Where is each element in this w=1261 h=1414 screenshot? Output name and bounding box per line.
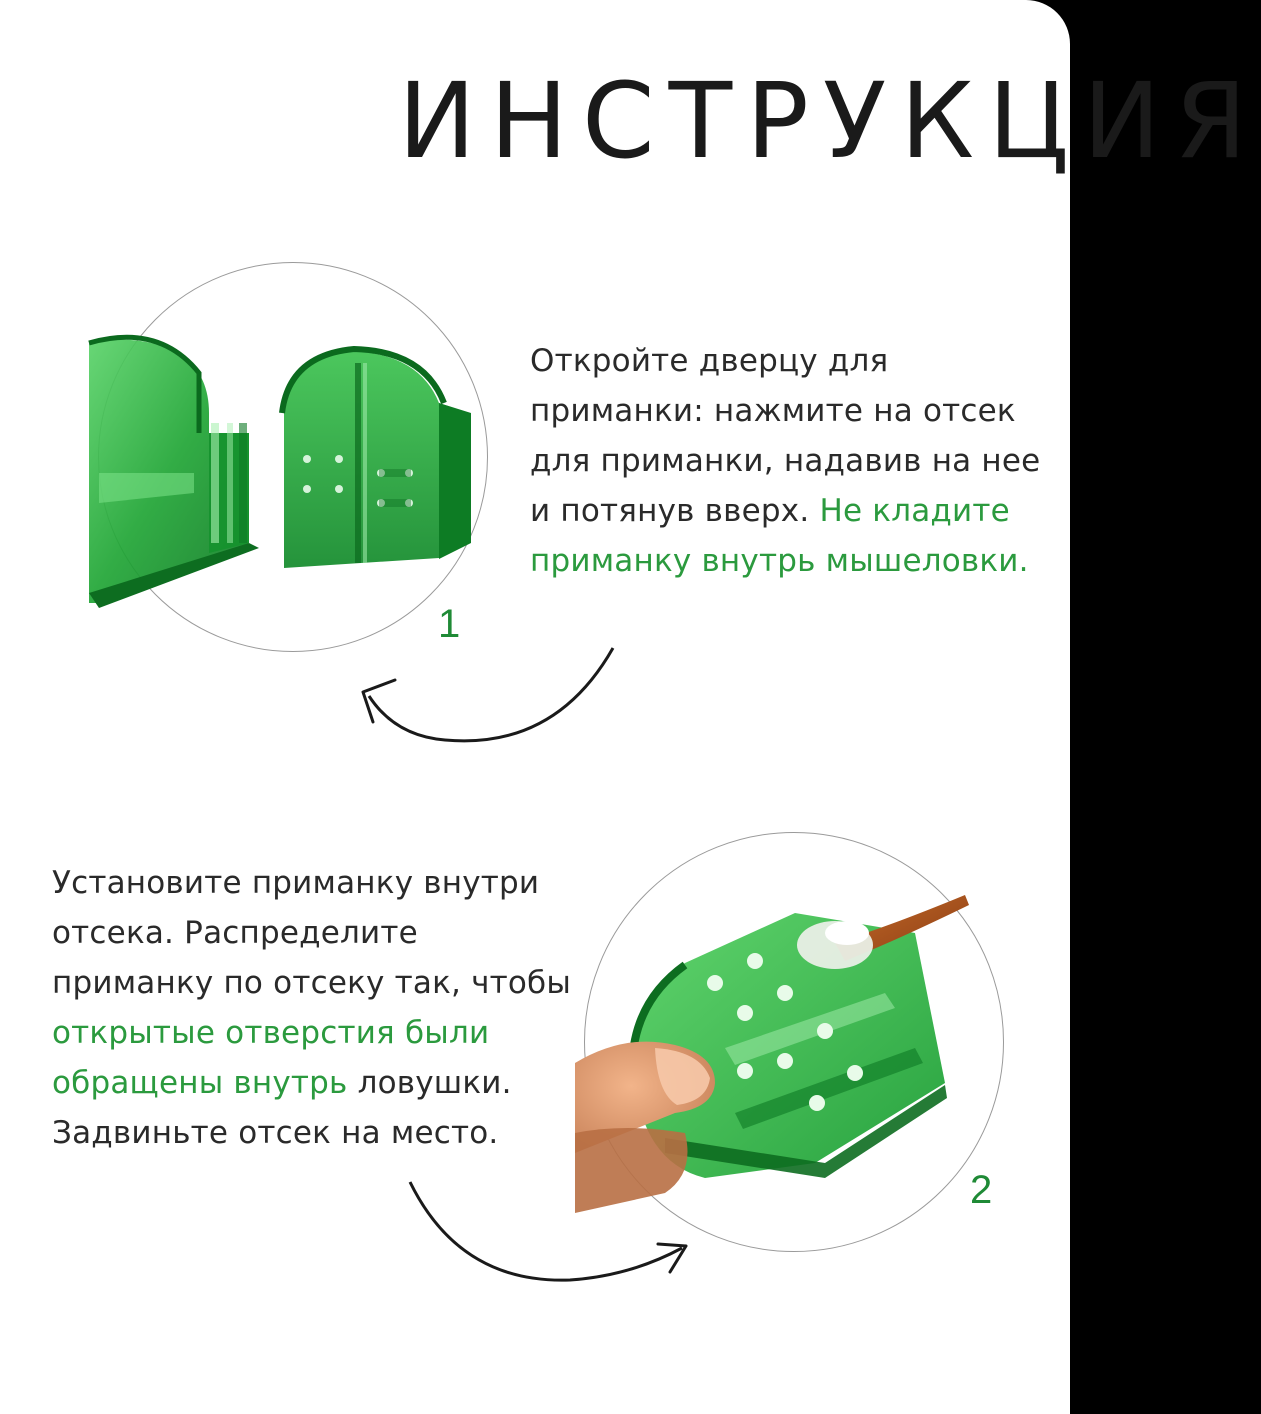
- step-1-warning: Не кладите приманку внутрь мышеловки.: [530, 493, 1029, 579]
- curved-arrow-icon-1: [355, 640, 625, 750]
- curved-arrow-icon-2: [400, 1174, 700, 1294]
- step-2-instruction-end: ловушки. Задвиньте отсек на место.: [52, 1065, 512, 1151]
- green-trap-open-illustration: [99, 263, 487, 651]
- step-1-photo: [98, 262, 488, 652]
- step-2-number: 2: [970, 1168, 993, 1212]
- step-1-text: [530, 336, 1050, 586]
- page-title: ИНСТРУКЦИЯ: [398, 60, 1261, 182]
- step-2-text: [52, 858, 572, 1158]
- step-1-number: 1: [438, 602, 461, 646]
- step-2-highlight: открытые отверстия были обращены внутрь: [52, 1015, 490, 1101]
- step-2-instruction-start: Установите приманку внутри отсека. Распределите приманку по отсеку так, чтобы: [52, 865, 572, 1001]
- step-1-instruction: Откройте дверцу для приманки: нажмите на отсек для приманки, надавив на нее и потянув вверх.: [530, 343, 1041, 529]
